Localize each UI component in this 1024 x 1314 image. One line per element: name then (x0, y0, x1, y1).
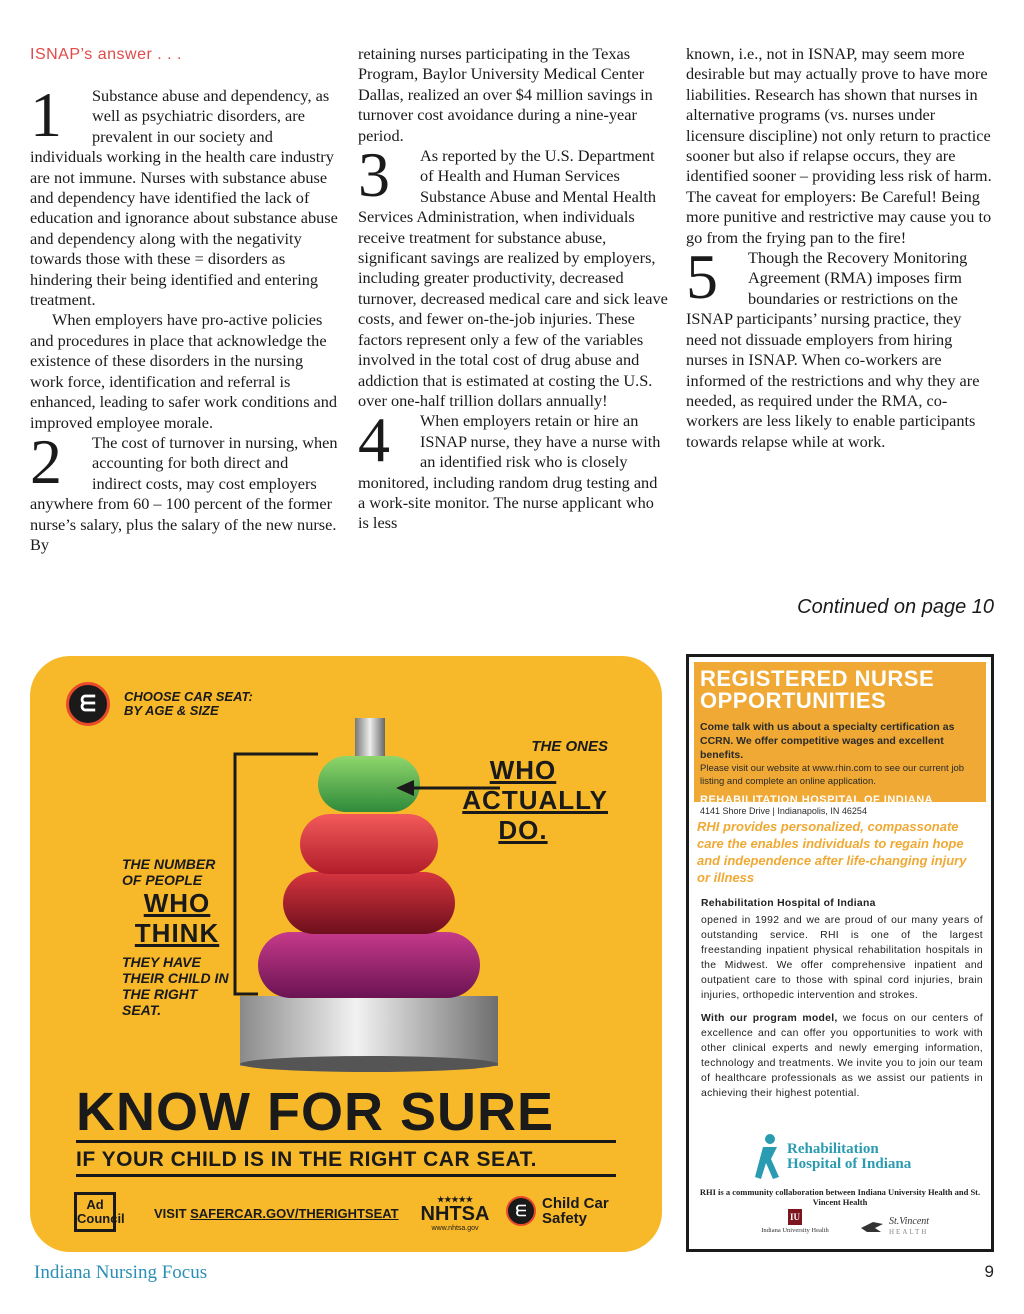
rn-ad-website: Please visit our website at www.rhin.com to see our current job listing and complete an online application. (700, 763, 965, 787)
the-ones-text: THE ONES (531, 738, 608, 755)
publication-title: Indiana Nursing Focus (34, 1262, 208, 1283)
rn-ad-body-2: With our program model, we focus on our centers of excellence and can offer you opportunities to work with other clinical experts and newly emerging information, technology and treatments. We invite you to join our team of healthcare professionals as we assist our patients in achieving their highest potential. (701, 1013, 984, 1099)
child-car-safety-logo: ᗴ Child Car Safety (506, 1196, 609, 1226)
rhi-collab-text: RHI is a community collaboration between Indiana University Health and St. Vincent Health (699, 1187, 981, 1207)
dropcap-2: 2 (30, 425, 62, 497)
paragraph-2: 2 The cost of turnover in nursing, when accounting for both direct and indirect costs, may cost employers anywhere from 60 – 100 percent of the former nurse’s salary, plus the salary of the new nurse. By (30, 425, 338, 554)
rn-ad-hospital: REHABILITATION HOSPITAL OF INDIANA (700, 794, 934, 806)
dropcap-3: 3 (358, 139, 390, 211)
rn-ad-address: 4141 Shore Drive | Indianapolis, IN 46254 (700, 806, 867, 816)
iu-health-logo: IU Indiana University Health (755, 1209, 835, 1234)
rn-ad-body-heading: Rehabilitation Hospital of Indiana (701, 898, 876, 909)
paragraph-1b: When employers have pro-active policies and procedures in place that acknowledge the existence of these disorders in the nursing work force, identification and referral is enhanced, leading to safer work conditions and improved employee morale. (30, 310, 337, 432)
stars-icon: ★★★★★ (437, 1195, 473, 1204)
who-think-who: WHO (143, 888, 211, 918)
paragraph-4-continued: known, i.e., not in ISNAP, may seem more desirable but may actually prove to have more liabilities. Research has shown that nurses in alternative programs (vs. nurses under licensure discipline) not only return to practice sooner but also if relapse occurs, they are identified sooner – providing less risk of harm. The caveat for employers: Be Careful! Being more punitive and restrictive may cause you to go from the frying pan to the fire! (686, 44, 992, 247)
continued-note: Continued on page 10 (797, 596, 994, 618)
who-text: WHO (489, 755, 557, 785)
rn-ad-body (701, 896, 983, 1101)
visit-url[interactable]: VISIT SAFERCAR.GOV/THERIGHTSEAT (154, 1206, 399, 1221)
ring-green (318, 756, 420, 812)
rn-ad-title: REGISTERED NURSE OPPORTUNITIES (700, 666, 935, 713)
paragraph-3: 3 As reported by the U.S. Department of Health and Human Services Substance Abuse and Mental Health Services Administration, when individuals receive treatment for substance abuse, significant savings are realized by employers, including greater productivity, decreased turnover, decreased medical care and sick leave costs, and fewer on-the-job injuries. These factors represent only a few of the variables involved in the total cost of drug abuse and addiction that is estimated at costing the U.S. over one-half trillion dollars annually! (358, 139, 668, 410)
child-car-safety-icon: ᗴ (506, 1196, 536, 1226)
article-column-3 (686, 44, 996, 452)
dropcap-5: 5 (686, 241, 718, 313)
ring-purple (258, 932, 480, 998)
child-underline (76, 1174, 616, 1177)
article-column-1 (30, 44, 340, 555)
st-vincent-logo: St.Vincent HEALTH (859, 1217, 929, 1237)
iu-trident-icon: IU (788, 1209, 802, 1225)
right-car-seat-subhead: IF YOUR CHILD IS IN THE RIGHT CAR SEAT. (76, 1148, 537, 1171)
choose-line-1: CHOOSE CAR SEAT: (124, 689, 253, 704)
who-think-think: THINK (134, 918, 220, 948)
toy-pole (355, 718, 385, 758)
rn-opportunities-ad (686, 654, 994, 1252)
rhi-figure-icon (753, 1133, 783, 1181)
nhtsa-logo: ★★★★★ NHTSA www.nhtsa.gov (420, 1195, 490, 1232)
dropcap-4: 4 (358, 404, 390, 476)
paragraph-5: 5 Though the Recovery Monitoring Agreement (RMA) imposes firm boundaries or restrictions on the ISNAP participants’ nursing practice, they need not dissuade employers from hiring nurses in ISNAP. When co-workers are informed of the restrictions and why they are needed, as required under the RMA, co-workers are less likely to enable participants towards relapse while at work. (686, 241, 980, 451)
ad-council-logo: Ad Council (74, 1192, 116, 1232)
rn-ad-intro: Come talk with us about a specialty certification as CCRN. We offer competitive wages and excellent benefits. (700, 721, 955, 761)
number-of-people-block (122, 856, 232, 1018)
actually-text: ACTUALLY (462, 785, 608, 815)
page-number: 9 (984, 1262, 994, 1281)
rhi-logo: Rehabilitation Hospital of Indiana (753, 1133, 911, 1181)
do-text: DO. (498, 815, 548, 845)
paragraph-1: 1 Substance abuse and dependency, as well as psychiatric disorders, are prevalent in our society and individuals working in the health care industry are not immune. Nurses with substance abuse and dependency have identified the lack of education and ignorance about substance abuse and dependency along with the negativity towards those with these = disorders as hindering their being identified and entering treatment. (30, 79, 338, 310)
dove-icon (859, 1220, 885, 1234)
the-ones-block (438, 738, 608, 845)
know-for-sure-headline: KNOW FOR SURE (76, 1082, 554, 1142)
they-have-text: THEY HAVE THEIR CHILD IN THE RIGHT SEAT. (122, 954, 229, 1018)
ring-darkred (283, 872, 455, 934)
child-car-safety-logo-icon: ᗴ (66, 682, 110, 726)
article-heading: ISNAP’s answer . . . (30, 46, 182, 63)
paragraph-4: 4 When employers retain or hire an ISNAP nurse, they have a nurse with an identified risk who is closely monitored, including random drug testing and a work-site monitor. The nurse applicant who is less (358, 404, 661, 533)
choose-line-2: BY AGE & SIZE (124, 703, 219, 718)
ring-red (300, 814, 438, 874)
rn-ad-body-1: opened in 1992 and we are proud of our many years of outstanding service. RHI is one of the largest freestanding inpatient physical rehabilitation hospitals in the Midwest. We offer comprehensive inpatient and outpatient care to those with spinal cord injuries, brain injuries, orthopedic intervention and strokes. (701, 915, 983, 1001)
number-of-people-text: THE NUMBER OF PEOPLE (122, 856, 216, 888)
paragraph-2-continued: retaining nurses participating in the Texas Program, Baylor University Medical Center Dallas, realized an over $4 million savings in turnover cost avoidance during a nine-year period. (358, 44, 653, 145)
article-column-2 (358, 44, 668, 534)
rn-ad-header (694, 662, 986, 816)
toy-base (240, 996, 498, 1066)
dropcap-1: 1 (30, 79, 62, 150)
rn-ad-tagline: RHI provides personalized, compassonate care the enables individuals to regain hope and independence after life-changing injury or illness (697, 819, 967, 885)
car-seat-ad (30, 656, 662, 1252)
